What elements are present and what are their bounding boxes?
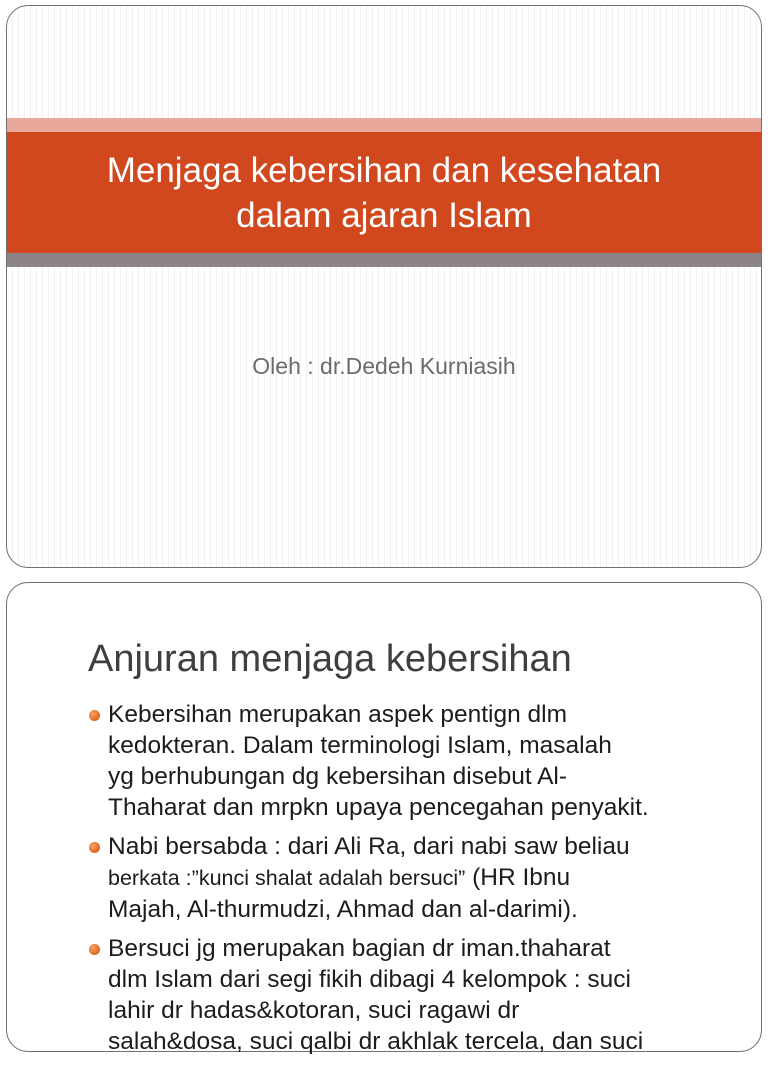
bullet-line: lahir dr hadas&kotoran, suci ragawi dr: [108, 997, 520, 1024]
bullet-quote: berkata :”kunci shalat adalah bersuci”: [108, 866, 466, 890]
bullet-item: [87, 699, 737, 823]
bullet-line: Majah, Al-thurmudzi, Ahmad dan al-darimi).: [108, 896, 578, 923]
bullet-line: Bersuci jg merupakan bagian dr iman.thaharat: [108, 935, 611, 962]
bullet-list: [87, 699, 737, 1065]
content-heading: Anjuran menjaga kebersihan: [88, 638, 572, 680]
bullet-line: (HR Ibnu: [465, 864, 571, 891]
slide-subtitle: Oleh : dr.Dedeh Kurniasih: [252, 353, 516, 379]
bullet-line: salah&dosa, suci qalbi dr akhlak tercela, dan suci: [108, 1028, 644, 1055]
bullet-line: Nabi bersabda : dari Ali Ra, dari nabi saw beliau: [108, 833, 630, 860]
title-band-bottom-stripe: [7, 253, 761, 267]
bullet-line: kedokteran. Dalam terminologi Islam, masalah: [108, 732, 612, 759]
bullet-line: Kebersihan merupakan aspek pentign dlm: [108, 701, 567, 728]
slide-title-line-2: dalam ajaran Islam: [236, 195, 532, 235]
title-band: [7, 118, 761, 267]
content-slide: [6, 582, 762, 1055]
bullet-dot-icon: [89, 710, 100, 721]
slide-title: [107, 148, 662, 238]
bullet-dot-icon: [89, 842, 100, 853]
title-slide: [6, 5, 762, 568]
bullet-dot-icon: [89, 944, 100, 955]
bullet-line: yg berhubungan dg kebersihan disebut Al-: [108, 763, 568, 790]
slide-title-line-1: Menjaga kebersihan dan kesehatan: [106, 150, 662, 190]
bullet-item: [87, 831, 737, 925]
title-band-main: [7, 132, 761, 253]
title-band-top-stripe: [7, 118, 761, 132]
bullet-line: dlm Islam dari segi fikih dibagi 4 kelompok : suci: [108, 966, 631, 993]
bullet-item: [87, 933, 737, 1057]
bullet-line: Thaharat dan mrpkn upaya pencegahan penyakit.: [108, 794, 649, 821]
